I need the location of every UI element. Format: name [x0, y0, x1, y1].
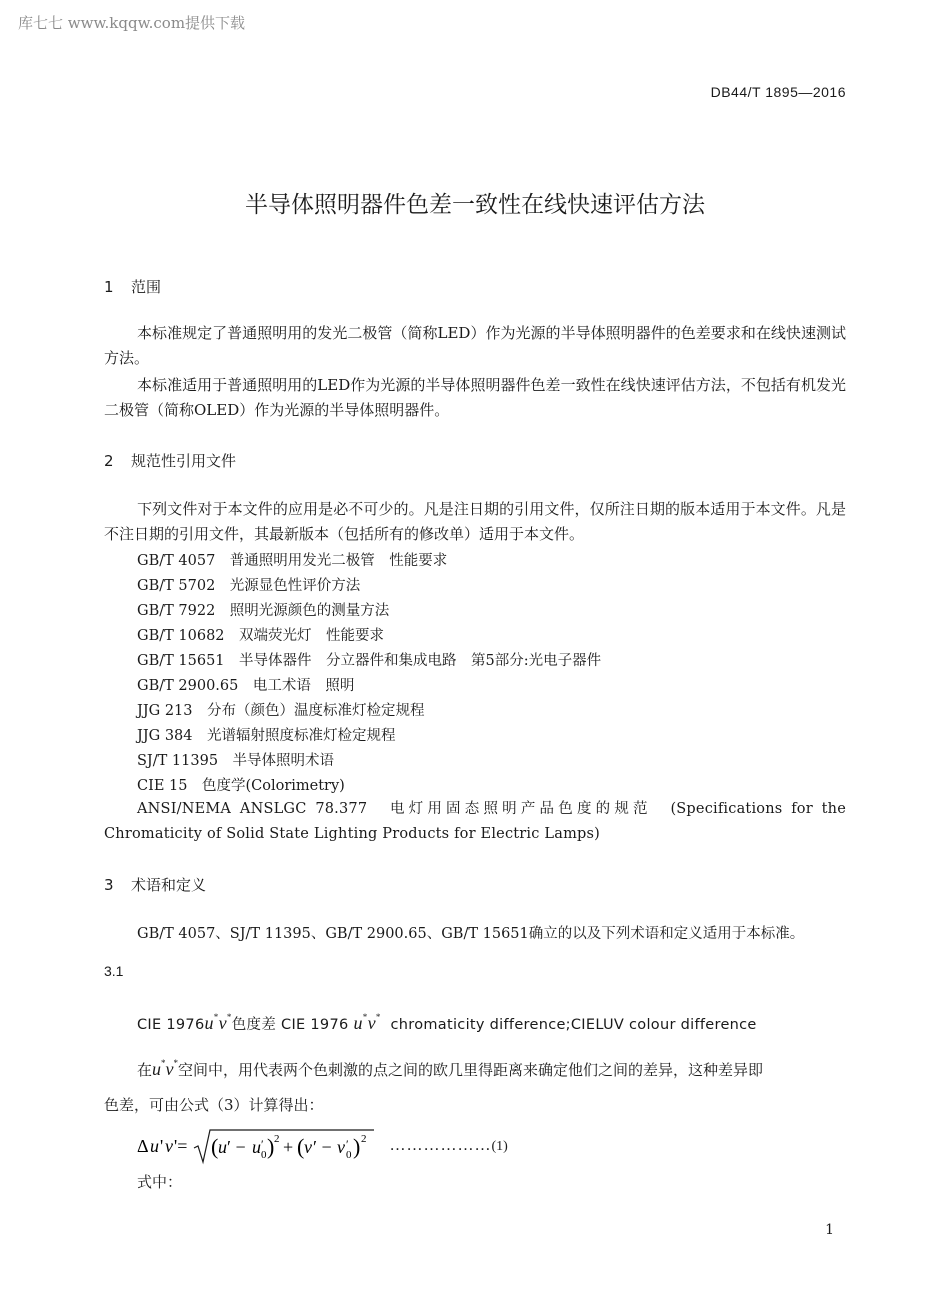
reference-item: JJG 384 光谱辐射照度标准灯检定规程 [137, 728, 396, 744]
page-number: 1 [825, 1222, 834, 1238]
uv-symbol: u*v* [204, 1012, 232, 1033]
paragraph-text: 下列文件对于本文件的应用是必不可少的。凡是注日期的引用文件，仅所注日期的版本适用于本文件。凡是不注日期的引用文件，其最新版本（包括所有的修改单）适用于本文件。 [104, 500, 846, 543]
uv-symbol: u*v* [353, 1012, 381, 1033]
svg-text:′ −: ′ − [227, 1137, 246, 1157]
reference-item: GB/T 2900.65 电工术语 照明 [137, 678, 355, 694]
svg-text:0: 0 [261, 1149, 267, 1161]
term-en: chromaticity difference;CIELUV colour difference [390, 1017, 757, 1033]
svg-text:): ) [267, 1134, 275, 1159]
paragraph-text: GB/T 4057、SJ/T 11395、GB/T 2900.65、GB/T 15651确立的以及下列术语和定义适用于本标准。 [137, 926, 805, 942]
reference-item-ansi [104, 797, 846, 847]
reference-item: GB/T 7922 照明光源颜色的测量方法 [137, 603, 390, 619]
definition-text: 空间中，用代表两个色刺激的点之间的欧几里得距离来确定他们之间的差异，这种差异即 [178, 1061, 764, 1079]
svg-text:2: 2 [274, 1133, 280, 1145]
section-title: 规范性引用文件 [131, 452, 237, 470]
term-prefix: CIE 1976 [137, 1017, 205, 1033]
svg-text:u: u [218, 1137, 227, 1157]
formula-graphic [137, 1126, 385, 1166]
svg-text:0: 0 [346, 1149, 352, 1161]
paragraph [104, 321, 846, 371]
formula-1 [137, 1126, 508, 1166]
svg-text:v: v [304, 1137, 312, 1157]
definition-lead: 在 [137, 1061, 153, 1079]
where-label: 式中： [137, 1173, 183, 1191]
section-title: 范围 [131, 278, 162, 296]
svg-text:Δ: Δ [137, 1136, 149, 1156]
watermark-text: 库七七 www.kqqw.com提供下载 [18, 14, 246, 32]
definition-line-1 [137, 1058, 763, 1080]
svg-text:v: v [165, 1136, 173, 1156]
document-number: DB44/T 1895—2016 [710, 84, 846, 100]
formula-leader-dots: ……………… [389, 1137, 492, 1155]
page-title: 半导体照明器件色差一致性在线快速评估方法 [245, 192, 705, 218]
paragraph-text: 本标准适用于普通照明用的LED作为光源的半导体照明器件色差一致性在线快速评估方法，不包括有机发光二极管（简称OLED）作为光源的半导体照明器件。 [104, 376, 846, 419]
section-title: 术语和定义 [131, 876, 207, 894]
svg-text:): ) [353, 1134, 361, 1159]
svg-text:2: 2 [361, 1133, 367, 1145]
svg-text:(: ( [211, 1134, 219, 1159]
section-2-heading [104, 450, 236, 471]
paragraph [104, 373, 846, 423]
reference-item: CIE 15 色度学(Colorimetry) [137, 778, 345, 794]
uv-symbol: u*v* [152, 1058, 179, 1079]
section-number: 3 [104, 876, 114, 894]
paragraph [104, 497, 846, 547]
definition-text: 色差，可由公式（3）计算得出： [104, 1096, 324, 1114]
section-number: 1 [104, 278, 114, 296]
svg-text:u: u [150, 1136, 159, 1156]
reference-item: SJ/T 11395 半导体照明术语 [137, 753, 335, 769]
svg-text:v: v [337, 1137, 345, 1157]
svg-text:(: ( [297, 1134, 305, 1159]
reference-item: GB/T 10682 双端荧光灯 性能要求 [137, 628, 385, 644]
svg-text:′: ′ [261, 1137, 264, 1151]
svg-text:': ' [160, 1136, 164, 1156]
svg-text:'=: '= [174, 1136, 188, 1156]
section-number: 2 [104, 452, 114, 470]
section-3-heading [104, 874, 206, 895]
formula-number: (1) [491, 1139, 508, 1155]
svg-text:′: ′ [346, 1137, 349, 1151]
reference-item: GB/T 4057 普通照明用发光二极管 性能要求 [137, 553, 448, 569]
section-1-heading [104, 276, 161, 297]
reference-text: ANSI/NEMA ANSLGC 78.377 电灯用固态照明产品色度的规范 (Specifications for the Chromaticity of Solid State Lighting Products for Electric Lamps) [104, 801, 846, 842]
svg-text:u: u [252, 1137, 261, 1157]
clause-number: 3.1 [104, 963, 124, 979]
reference-item: GB/T 15651 半导体器件 分立器件和集成电路 第5部分:光电子器件 [137, 653, 602, 669]
term-zh: 色度差 CIE 1976 [231, 1017, 349, 1033]
term-title [137, 1012, 757, 1034]
reference-item: JJG 213 分布（颜色）温度标准灯检定规程 [137, 703, 425, 719]
svg-text:+: + [283, 1137, 294, 1157]
reference-item: GB/T 5702 光源显色性评价方法 [137, 578, 361, 594]
paragraph-text: 本标准规定了普通照明用的发光二极管（简称LED）作为光源的半导体照明器件的色差要求和在线快速测试方法。 [104, 324, 846, 367]
svg-text:′ −: ′ − [313, 1137, 332, 1157]
